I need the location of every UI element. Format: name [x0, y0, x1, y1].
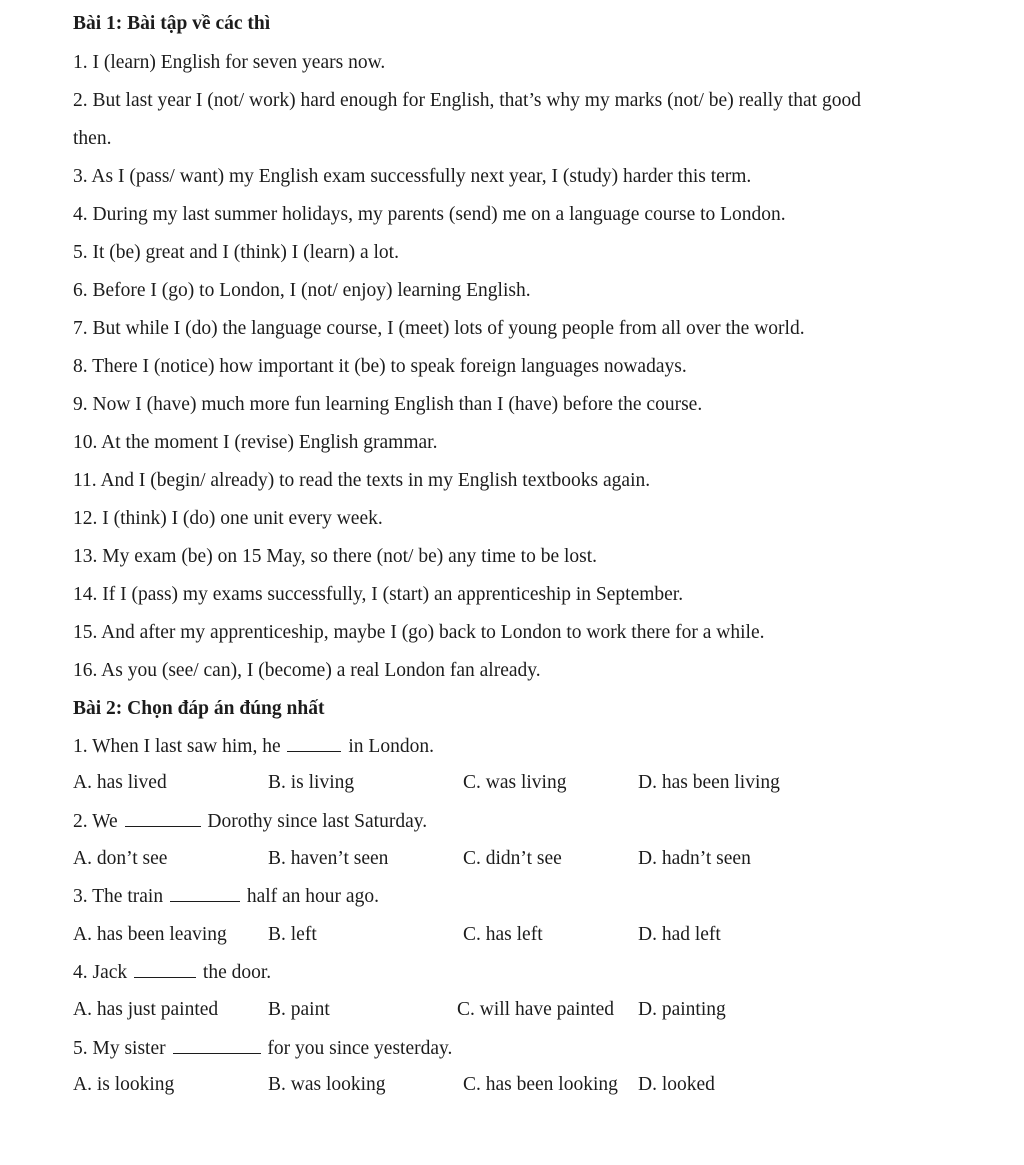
question-2-tail: Dorothy since last Saturday.	[207, 811, 428, 832]
section2-title: Bài 2: Chọn đáp án đúng nhất	[73, 698, 325, 719]
answer-blank-2[interactable]	[125, 809, 201, 827]
q4-option-d[interactable]: D. painting	[638, 999, 726, 1020]
q5-option-d[interactable]: D. looked	[638, 1074, 715, 1095]
q3-option-d[interactable]: D. had left	[638, 924, 721, 945]
exercise1-item-3: 3. As I (pass/ want) my English exam successfully next year, I (study) harder this term.	[73, 166, 752, 187]
question-1-tail: in London.	[348, 736, 434, 757]
exercise1-item-10: 10. At the moment I (revise) English grammar.	[73, 432, 438, 453]
q1-option-c[interactable]: C. was living	[463, 772, 567, 793]
q2-option-d[interactable]: D. hadn’t seen	[638, 848, 751, 869]
q2-option-b[interactable]: B. haven’t seen	[268, 848, 389, 869]
exercise1-item-1: 1. I (learn) English for seven years now.	[73, 52, 386, 73]
q3-option-b[interactable]: B. left	[268, 924, 317, 945]
answer-blank-4[interactable]	[134, 960, 196, 978]
q1-option-b[interactable]: B. is living	[268, 772, 355, 793]
question-1	[73, 734, 434, 759]
exercise1-item-11: 11. And I (begin/ already) to read the texts in my English textbooks again.	[73, 470, 651, 491]
exercise1-item-6: 6. Before I (go) to London, I (not/ enjoy) learning English.	[73, 280, 531, 301]
exercise1-item-2: 2. But last year I (not/ work) hard enough for English, that’s why my marks (not/ be) really that good	[73, 90, 861, 111]
answer-blank-3[interactable]	[170, 884, 240, 902]
question-2-stem: 2. We	[73, 811, 118, 832]
q5-option-c[interactable]: C. has been looking	[463, 1074, 618, 1095]
section1-title: Bài 1: Bài tập về các thì	[73, 13, 271, 34]
exercise1-item-14: 14. If I (pass) my exams successfully, I (start) an apprenticeship in September.	[73, 584, 684, 605]
question-3-stem: 3. The train	[73, 886, 164, 907]
exercise1-item-13: 13. My exam (be) on 15 May, so there (not/ be) any time to be lost.	[73, 546, 598, 567]
exercise1-item-8: 8. There I (notice) how important it (be) to speak foreign languages nowadays.	[73, 356, 687, 377]
exercise1-item-2-continued: then.	[73, 128, 112, 149]
question-3-tail: half an hour ago.	[246, 886, 379, 907]
q1-option-d[interactable]: D. has been living	[638, 772, 780, 793]
exercise1-item-15: 15. And after my apprenticeship, maybe I (go) back to London to work there for a while.	[73, 622, 765, 643]
q2-option-c[interactable]: C. didn’t see	[463, 848, 562, 869]
q5-option-b[interactable]: B. was looking	[268, 1074, 386, 1095]
q3-option-c[interactable]: C. has left	[463, 924, 543, 945]
q3-option-a[interactable]: A. has been leaving	[73, 924, 227, 945]
question-4-stem: 4. Jack	[73, 962, 128, 983]
question-4	[73, 960, 271, 985]
q2-option-a[interactable]: A. don’t see	[73, 848, 168, 869]
question-5	[73, 1036, 452, 1061]
exercise1-item-16: 16. As you (see/ can), I (become) a real London fan already.	[73, 660, 541, 681]
question-1-stem: 1. When I last saw him, he	[73, 736, 281, 757]
question-2	[73, 809, 427, 834]
q4-option-b[interactable]: B. paint	[268, 999, 330, 1020]
question-5-tail: for you since yesterday.	[267, 1038, 453, 1059]
q1-option-a[interactable]: A. has lived	[73, 772, 167, 793]
q4-option-c[interactable]: C. will have painted	[457, 999, 615, 1020]
exercise1-item-5: 5. It (be) great and I (think) I (learn) a lot.	[73, 242, 399, 263]
exercise1-item-4: 4. During my last summer holidays, my parents (send) me on a language course to London.	[73, 204, 786, 225]
q5-option-a[interactable]: A. is looking	[73, 1074, 175, 1095]
q4-option-a[interactable]: A. has just painted	[73, 999, 219, 1020]
answer-blank-5[interactable]	[173, 1036, 261, 1054]
exercise1-item-12: 12. I (think) I (do) one unit every week.	[73, 508, 383, 529]
question-5-stem: 5. My sister	[73, 1038, 166, 1059]
exercise1-item-9: 9. Now I (have) much more fun learning English than I (have) before the course.	[73, 394, 703, 415]
question-3	[73, 884, 379, 909]
exercise1-item-7: 7. But while I (do) the language course, I (meet) lots of young people from all over the world.	[73, 318, 805, 339]
question-4-tail: the door.	[202, 962, 272, 983]
answer-blank-1[interactable]	[287, 734, 341, 752]
